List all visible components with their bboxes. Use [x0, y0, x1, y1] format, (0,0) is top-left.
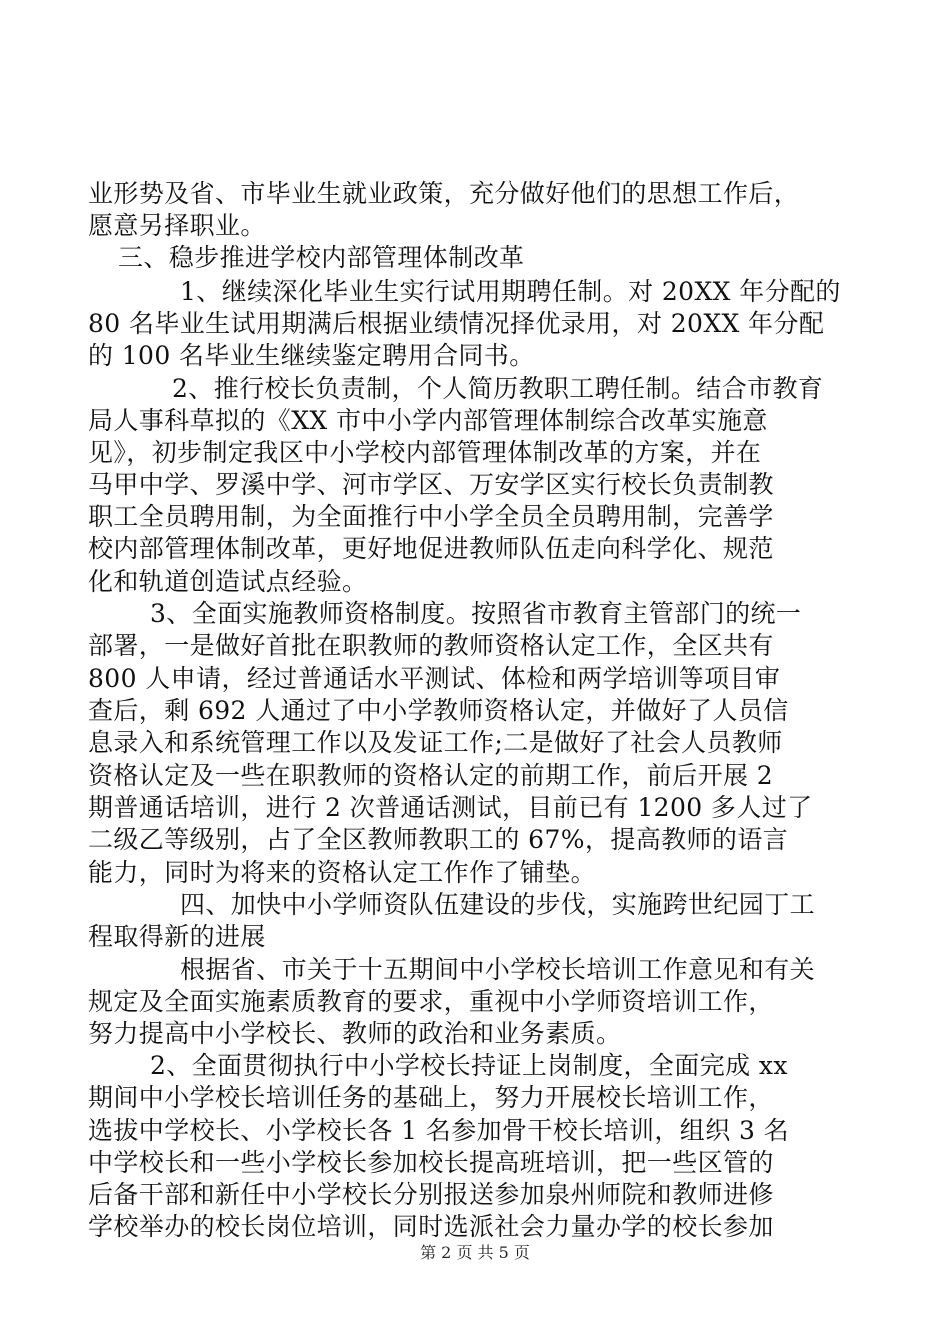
- text-line: 学校举办的校长岗位培训，同时选派社会力量办学的校长参加: [88, 1212, 774, 1241]
- text-line: 愿意另择职业。: [88, 211, 266, 240]
- page-footer: 第 2 页 共 5 页: [420, 1243, 530, 1262]
- text-line: 部署，一是做好首批在职教师的教师资格认定工作，全区共有: [88, 631, 774, 660]
- text-line: 四、加快中小学师资队伍建设的步伐，实施跨世纪园丁工: [180, 890, 816, 919]
- text-line: 三、稳步推进学校内部管理体制改革: [118, 243, 525, 272]
- text-line: 2、推行校长负责制，个人简历教职工聘任制。结合市教育: [172, 374, 824, 403]
- text-line: 期间中小学校长培训任务的基础上，努力开展校长培训工作，: [88, 1083, 774, 1112]
- text-line: 职工全员聘用制，为全面推行中小学全员全员聘用制，完善学: [88, 502, 774, 531]
- text-line: 80 名毕业生试用期满后根据业绩情况择优录用，对 20XX 年分配: [88, 309, 825, 338]
- text-line: 能力，同时为将来的资格认定工作作了铺垫。: [88, 858, 597, 887]
- text-line: 中学校长和一些小学校长参加校长提高班培训，把一些区管的: [88, 1148, 774, 1177]
- text-line: 2、全面贯彻执行中小学校长持证上岗制度，全面完成 xx: [150, 1051, 788, 1080]
- text-line: 见》，初步制定我区中小学校内部管理体制改革的方案，并在: [88, 438, 762, 467]
- text-line: 资格认定及一些在职教师的资格认定的前期工作，前后开展 2: [88, 761, 774, 790]
- text-line: 努力提高中小学校长、教师的政治和业务素质。: [88, 1019, 622, 1048]
- text-line: 3、全面实施教师资格制度。按照省市教育主管部门的统一: [150, 599, 802, 628]
- text-line: 期普通话培训，进行 2 次普通话测试，目前已有 1200 多人过了: [88, 793, 813, 822]
- text-line: 选拔中学校长、小学校长各 1 名参加骨干校长培训，组织 3 名: [88, 1116, 790, 1145]
- text-line: 规定及全面实施素质教育的要求，重视中小学师资培训工作，: [88, 987, 774, 1016]
- text-line: 1、继续深化毕业生实行试用期聘任制。对 20XX 年分配的: [180, 277, 841, 306]
- text-line: 化和轨道创造试点经验。: [88, 567, 368, 596]
- text-line: 局人事科草拟的《XX 市中小学内部管理体制综合改革实施意: [88, 406, 768, 435]
- text-line: 查后，剩 692 人通过了中小学教师资格认定，并做好了人员信: [88, 696, 789, 725]
- text-line: 息录入和系统管理工作以及发证工作;二是做好了社会人员教师: [88, 728, 783, 757]
- text-line: 800 人申请，经过普通话水平测试、体检和两学培训等项目审: [88, 664, 781, 693]
- text-line: 业形势及省、市毕业生就业政策，充分做好他们的思想工作后，: [88, 179, 800, 208]
- text-line: 二级乙等级别，占了全区教师教职工的 67%，提高教师的语言: [88, 825, 789, 854]
- text-line: 程取得新的进展: [88, 922, 266, 951]
- text-line: 校内部管理体制改革，更好地促进教师队伍走向科学化、规范: [88, 534, 774, 563]
- text-line: 后备干部和新任中小学校长分别报送参加泉州师院和教师进修: [88, 1180, 774, 1209]
- text-line: 马甲中学、罗溪中学、河市学区、万安学区实行校长负责制教: [88, 470, 774, 499]
- text-line: 根据省、市关于十五期间中小学校长培训工作意见和有关: [180, 955, 816, 984]
- text-line: 的 100 名毕业生继续鉴定聘用合同书。: [88, 341, 535, 370]
